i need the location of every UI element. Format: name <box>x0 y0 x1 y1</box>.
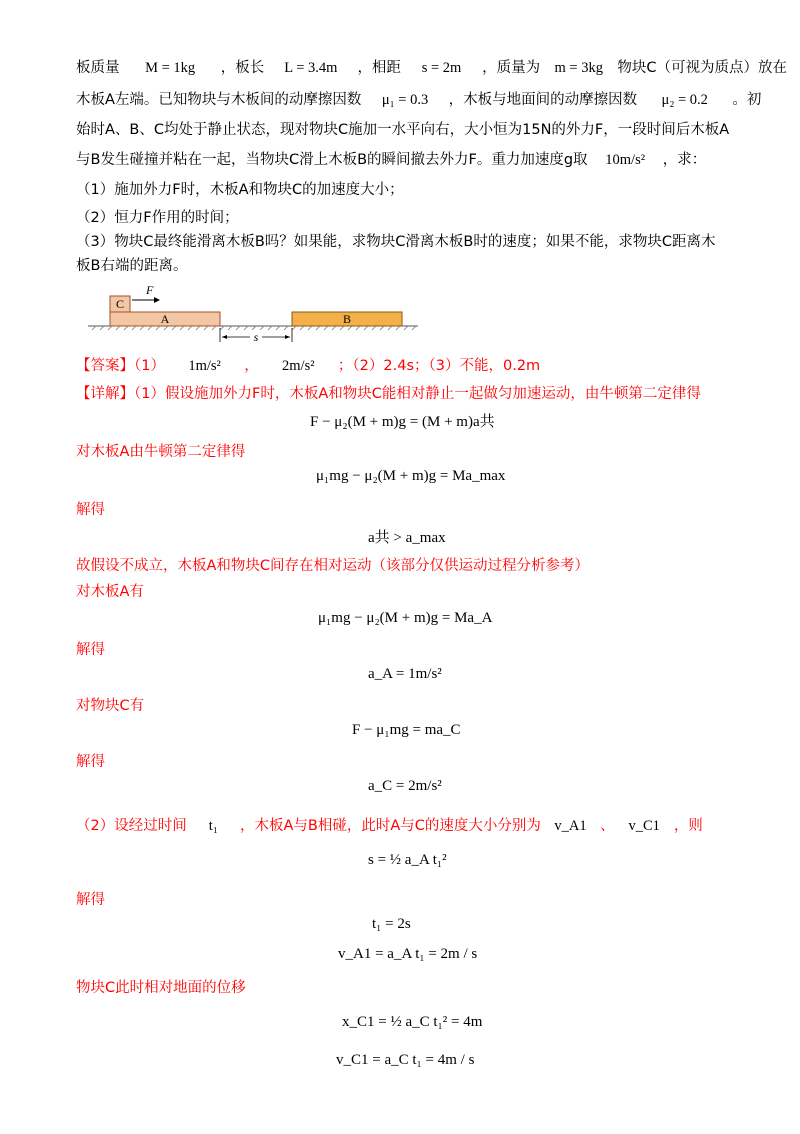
text-segment: 板质量 <box>76 60 120 76</box>
label-C: C <box>115 297 125 311</box>
equation-11: x_C1 = ½ a_C t₁² = 4m <box>342 1014 483 1030</box>
answer-separator: ， <box>244 358 259 374</box>
symbol-vC1: v_C1 <box>628 818 660 834</box>
answer-prefix: 【答案】（1） <box>76 358 165 374</box>
answer-rest: ；（2）2.4s；（3）不能，0.2m <box>337 358 541 374</box>
label-F: F <box>146 283 154 297</box>
equation-8: s = ½ a_A t₁² <box>368 852 447 868</box>
equation-6: F − μ₁mg = ma_C <box>352 722 461 738</box>
mass-m: m = 3kg <box>554 60 603 76</box>
text-displacement-c: 物块C此时相对地面的位移 <box>76 980 246 996</box>
gap-arrow-right <box>285 335 290 339</box>
detail-prefix: 【详解】 <box>76 386 134 402</box>
text-solve-3: 解得 <box>76 754 105 770</box>
text-segment: ，板长 <box>220 60 265 76</box>
friction-mu2: μ₂ = 0.2 <box>661 92 708 108</box>
gap-arrow-left <box>222 335 227 339</box>
question-2: （2）恒力F作用的时间； <box>76 210 239 226</box>
equation-10: v_A1 = a_A t₁ = 2m / s <box>338 946 478 962</box>
part-2-line <box>76 816 703 836</box>
text-conclusion: 故假设不成立，木板A和物块C间存在相对运动（该部分仅供运动过程分析参考） <box>76 558 590 574</box>
text-solve-2: 解得 <box>76 642 105 658</box>
text-segment: 与B发生碰撞并粘在一起，当物块C滑上木板B的瞬间撤去外力F。重力加速度g取 <box>76 152 588 168</box>
distance-s: s = 2m <box>421 60 462 76</box>
problem-line-1 <box>76 58 787 78</box>
text-for-board-a: 对木板A有 <box>76 584 144 600</box>
label-A: A <box>160 312 170 326</box>
answer-line <box>76 356 540 376</box>
symbol-t1: t₁ <box>208 818 218 834</box>
symbol-vA1: v_A1 <box>554 818 587 834</box>
problem-line-3: 始时A、B、C均处于静止状态，现对物块C施加一水平向右，大小恒为15N的外力F，一段时间后木板A <box>76 122 730 138</box>
text-board-a-newton: 对木板A由牛顿第二定律得 <box>76 444 246 460</box>
equation-1: F − μ₂(M + m)g = (M + m)a共 <box>310 414 495 430</box>
detail-intro-line <box>76 384 701 404</box>
length-L: L = 3.4m <box>284 60 338 76</box>
label-B: B <box>342 312 352 326</box>
text-segment: ，求： <box>662 152 707 168</box>
text-segment: ，则 <box>673 818 703 834</box>
text-segment: ，相距 <box>357 60 401 76</box>
text-segment: 木板A左端。已知物块与木板间的动摩擦因数 <box>76 92 362 108</box>
text-solve-1: 解得 <box>76 502 105 518</box>
mass-M: M = 1kg <box>145 60 196 76</box>
problem-line-2 <box>76 90 761 110</box>
text-segment: 。初 <box>732 92 762 108</box>
answer-a1: 1m/s² <box>188 358 221 374</box>
equation-5: a_A = 1m/s² <box>368 666 442 682</box>
question-1: （1）施加外力F时，木板A和物块C的加速度大小； <box>76 182 404 198</box>
answer-a2: 2m/s² <box>282 358 315 374</box>
boards-diagram <box>88 282 428 346</box>
equation-2: μ₁mg − μ₂(M + m)g = Ma_max <box>316 468 506 484</box>
detail-intro: （1）假设施加外力F时，木板A和物块C能相对静止一起做匀加速运动，由牛顿第二定律得 <box>134 386 701 402</box>
text-segment: （2）设经过时间 <box>76 818 187 834</box>
text-for-block-c: 对物块C有 <box>76 698 145 714</box>
question-3a: （3）物块C最终能滑离木板B吗？如果能，求物块C滑离木板B时的速度；如果不能，求物块C距离木 <box>76 234 716 250</box>
equation-7: a_C = 2m/s² <box>368 778 442 794</box>
equation-12: v_C1 = a_C t₁ = 4m / s <box>336 1052 475 1068</box>
gravity-g: 10m/s² <box>605 152 646 168</box>
text-segment: ，木板与地面间的动摩擦因数 <box>448 92 638 108</box>
text-segment: 物块C（可视为质点）放在 <box>617 60 787 76</box>
equation-4: μ₁mg − μ₂(M + m)g = Ma_A <box>318 610 493 626</box>
problem-line-4 <box>76 150 706 170</box>
equation-9: t₁ = 2s <box>372 916 411 932</box>
question-3b: 板B右端的距离。 <box>76 258 188 274</box>
text-solve-4: 解得 <box>76 892 105 908</box>
force-arrowhead <box>154 297 160 303</box>
friction-mu1: μ₁ = 0.3 <box>381 92 429 108</box>
label-s: s <box>253 330 259 344</box>
equation-3: a共 > a_max <box>368 530 446 546</box>
text-segment: ，木板A与B相碰，此时A与C的速度大小分别为 <box>239 818 541 834</box>
text-segment: ，质量为 <box>482 60 541 76</box>
text-separator: 、 <box>600 818 615 834</box>
